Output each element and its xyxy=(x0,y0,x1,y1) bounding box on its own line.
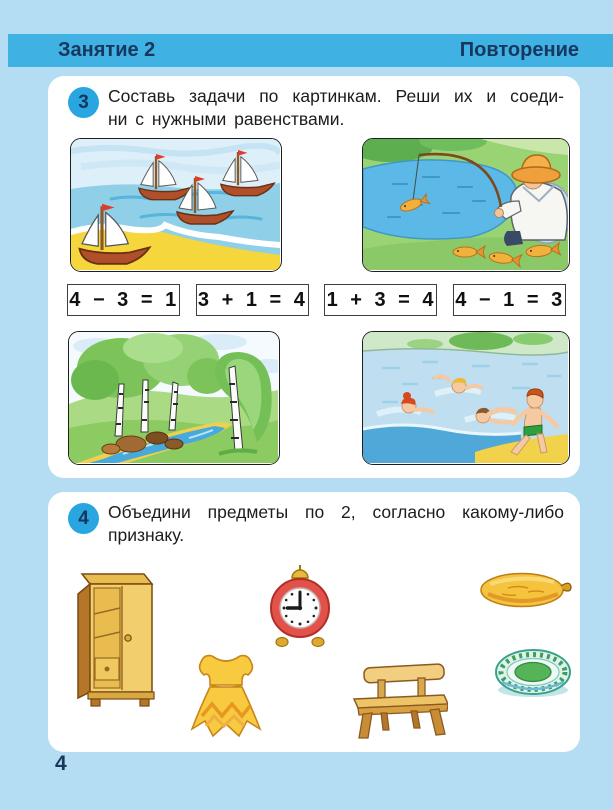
swimmers-illustration xyxy=(363,332,568,463)
page-number: 4 xyxy=(55,752,67,775)
equation-box-1: 4 − 3 = 1 xyxy=(67,284,180,316)
sailboats-illustration xyxy=(71,139,280,270)
section-title: Повторение xyxy=(459,39,579,61)
task4-text-line2: признаку. xyxy=(108,525,185,545)
wardrobe-icon xyxy=(66,564,160,708)
beret-image xyxy=(478,566,574,612)
alarm-clock-image xyxy=(264,562,336,650)
plate-icon xyxy=(492,644,574,700)
equations-row xyxy=(67,284,566,316)
equation-box-3: 1 + 3 = 4 xyxy=(324,284,437,316)
swimmers-picture xyxy=(362,331,570,465)
task4-text-line1: Объедини предметы по 2, согласно какому-либо xyxy=(108,502,564,522)
birches-illustration xyxy=(69,332,278,463)
bench-icon xyxy=(348,658,448,740)
equation-box-2: 3 + 1 = 4 xyxy=(196,284,309,316)
dress-image xyxy=(184,652,268,740)
task3-text xyxy=(108,85,564,131)
page-header xyxy=(8,34,613,67)
wardrobe-image xyxy=(66,564,160,708)
task3-card xyxy=(48,76,580,478)
task3-text-line1: Составь задачи по картинкам. Реши их и соеди- xyxy=(108,86,564,106)
equation-box-4: 4 − 1 = 3 xyxy=(453,284,566,316)
beret-icon xyxy=(478,566,574,612)
task4-text xyxy=(108,501,564,547)
lesson-title: Занятие 2 xyxy=(58,39,156,61)
task3-text-line2: ни с нужными равенствами. xyxy=(108,109,345,129)
bench-image xyxy=(348,658,448,740)
task4-card xyxy=(48,492,580,752)
dress-icon xyxy=(184,652,268,740)
sailboats-picture xyxy=(70,138,282,272)
fisherman-picture xyxy=(362,138,570,272)
plate-image xyxy=(492,644,574,700)
birches-picture xyxy=(68,331,280,465)
task4-number-badge: 4 xyxy=(68,503,99,534)
alarm-clock-icon xyxy=(264,562,336,650)
fisherman-illustration xyxy=(363,139,568,270)
task3-number-badge: 3 xyxy=(68,87,99,118)
